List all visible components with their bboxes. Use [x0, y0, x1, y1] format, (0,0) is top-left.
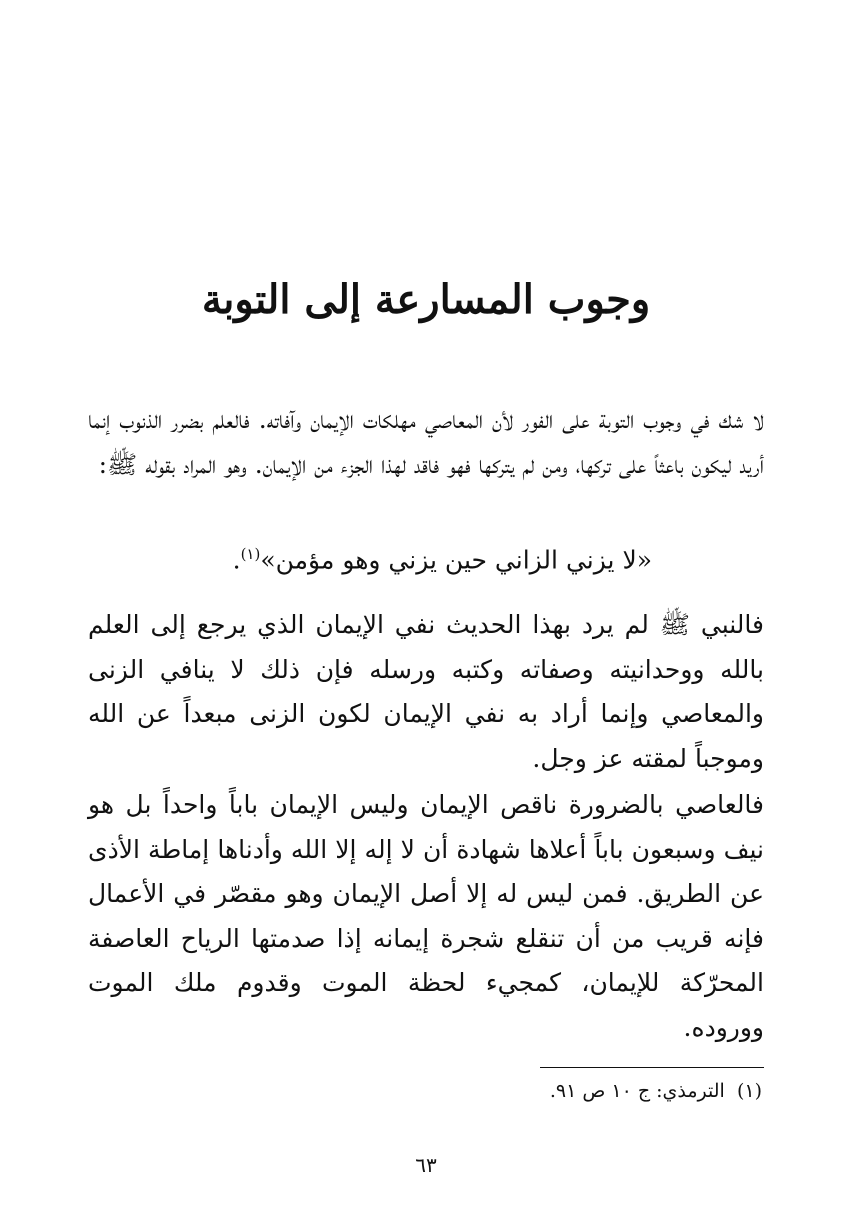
- footnote: [550, 1076, 762, 1106]
- paragraph-1: لا شك في وجوب التوبة على الفور لأن المعاصي مهلكات الإيمان وآفاته. فالعلم بضرر الذنوب إنما أريد ليكون باعثاً على تركها، ومن لم يتركها فهو فاقد لهذا الجزء من الإيمان. وهو المراد بقوله ﷺ:: [88, 405, 764, 479]
- page-number: ٦٣: [415, 1153, 437, 1177]
- footnote-marker: (١): [736, 1080, 762, 1102]
- hadith-quote-line: [233, 532, 652, 582]
- paragraph-3: فالعاصي بالضرورة ناقص الإيمان وليس الإيمان باباً واحداً بل هو نيف وسبعون باباً أعلاها شهادة أن لا إله إلا الله وأدناها إماطة الأذى عن الطريق. فمن ليس له إلا أصل الإيمان وهو مقصّر في الأعمال فإنه قريب من أن تنقلع شجرة إيمانه إذا صدمتها الرياح العاصفة المحرّكة للإيمان، كمجيء لحظة الموت وقدوم ملك الموت ووروده.: [88, 790, 764, 1042]
- hadith-quote: «لا يزني الزاني حين يزني وهو مؤمن»: [260, 545, 652, 575]
- paragraph-2: فالنبي ﷺ لم يرد بهذا الحديث نفي الإيمان الذي يرجع إلى العلم بالله ووحدانيته وصفاته وكتبه ورسله فإن ذلك لا ينافي الزنى والمعاصي وإنما أراد به نفي الإيمان لكون الزنى مبعداً عن الله وموجباً لمقته عز وجل.: [88, 610, 764, 773]
- footnote-text: الترمذي: ج ١٠ ص ٩١.: [549, 1080, 725, 1102]
- footnote-divider: [540, 1067, 764, 1068]
- quote-end-period: .: [232, 545, 241, 575]
- chapter-title: وجوب المسارعة إلى التوبة: [201, 276, 651, 323]
- footnote-reference[interactable]: (١): [240, 545, 261, 563]
